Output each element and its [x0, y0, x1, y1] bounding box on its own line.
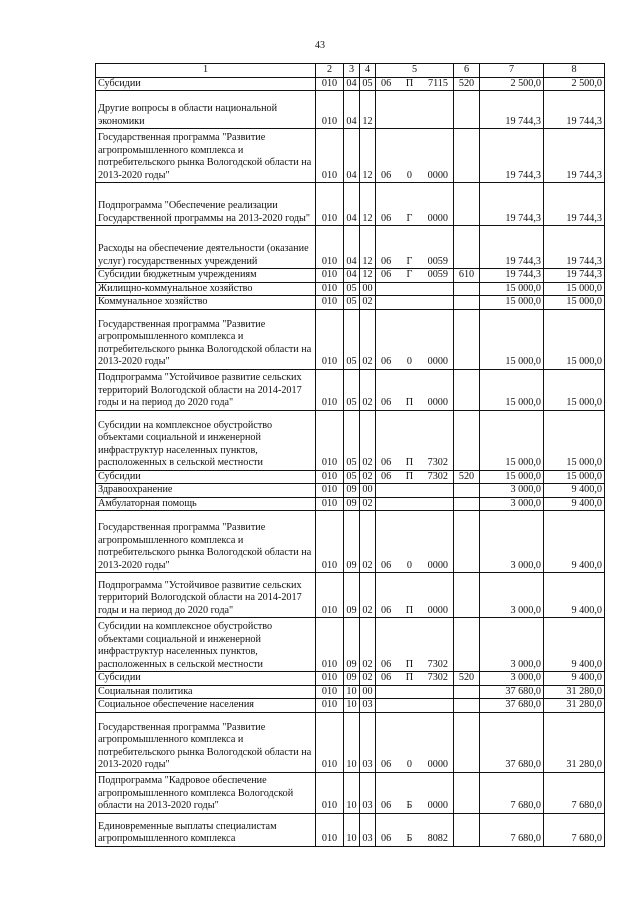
row-section-code: 09: [344, 484, 360, 498]
table-row: [96, 772, 605, 813]
row-name: Субсидии: [96, 77, 316, 91]
row-target-direction: 0000: [427, 559, 448, 571]
row-subsection-code: 12: [360, 129, 376, 183]
row-target-article: [376, 309, 454, 369]
row-section-code: 09: [344, 511, 360, 573]
row-expense-type: [454, 369, 480, 410]
row-amount-1: 37 680,0: [480, 685, 544, 699]
row-name: Социальная политика: [96, 685, 316, 699]
row-target-program: 06: [381, 559, 392, 571]
row-target-direction: 7115: [427, 77, 448, 89]
row-amount-1: 15 000,0: [480, 282, 544, 296]
row-section-code: 09: [344, 618, 360, 672]
row-amount-1: 15 000,0: [480, 296, 544, 310]
row-amount-2: 15 000,0: [544, 470, 605, 484]
header-cell-8: 8: [544, 64, 605, 78]
row-subsection-code: 02: [360, 369, 376, 410]
row-section-code: 10: [344, 772, 360, 813]
row-target-subprogram: Г: [406, 212, 413, 224]
row-target-direction: 0059: [427, 269, 448, 280]
row-target-program: 06: [381, 77, 392, 89]
row-target-direction: 7302: [427, 672, 448, 683]
row-admin-code: 010: [316, 269, 344, 283]
row-name: Расходы на обеспечение деятельности (оказание услуг) государственных учреждений: [96, 226, 316, 269]
row-target-subprogram: П: [405, 604, 414, 616]
row-admin-code: 010: [316, 91, 344, 129]
row-expense-type: [454, 685, 480, 699]
row-subsection-code: 12: [360, 226, 376, 269]
row-target-subprogram: 0: [406, 559, 412, 571]
row-amount-1: 15 000,0: [480, 369, 544, 410]
row-admin-code: 010: [316, 672, 344, 686]
row-name: Субсидии на комплексное обустройство объектами социальной и инженерной инфраструктур населенных пунктов, расположенных в сельской местности: [96, 410, 316, 470]
header-cell-1: 1: [96, 64, 316, 78]
row-admin-code: 010: [316, 77, 344, 91]
row-expense-type: [454, 573, 480, 618]
row-amount-1: 7 680,0: [480, 813, 544, 846]
row-subsection-code: 02: [360, 497, 376, 511]
row-name: Государственная программа "Развитие агропромышленного комплекса и потребительского рынка Вологодской области на 2013-2020 годы": [96, 712, 316, 772]
row-target-article: [376, 484, 454, 498]
row-expense-type: [454, 183, 480, 226]
row-section-code: 05: [344, 470, 360, 484]
row-admin-code: 010: [316, 484, 344, 498]
row-amount-1: 3 000,0: [480, 511, 544, 573]
table-row: [96, 470, 605, 484]
row-target-program: 06: [381, 604, 392, 616]
row-name: Субсидии на комплексное обустройство объектами социальной и инженерной инфраструктур населенных пунктов, расположенных в сельской местности: [96, 618, 316, 672]
header-cell-4: 4: [360, 64, 376, 78]
row-target-program: 06: [381, 169, 392, 181]
row-amount-1: 7 680,0: [480, 772, 544, 813]
table-row: [96, 129, 605, 183]
row-amount-1: 3 000,0: [480, 573, 544, 618]
row-target-article: [376, 772, 454, 813]
table-row: [96, 685, 605, 699]
row-amount-2: 2 500,0: [544, 77, 605, 91]
row-expense-type: [454, 282, 480, 296]
row-target-program: 06: [381, 269, 392, 280]
row-subsection-code: 05: [360, 77, 376, 91]
row-target-direction: 7302: [427, 470, 448, 482]
row-amount-2: 19 744,3: [544, 226, 605, 269]
row-admin-code: 010: [316, 369, 344, 410]
table-row: [96, 813, 605, 846]
row-admin-code: 010: [316, 685, 344, 699]
row-target-direction: 0000: [427, 356, 448, 367]
row-target-direction: 0059: [427, 255, 448, 267]
row-subsection-code: 02: [360, 618, 376, 672]
table-body: [96, 64, 605, 847]
table-row: [96, 269, 605, 283]
row-target-program: 06: [381, 759, 392, 770]
row-name: Государственная программа "Развитие агропромышленного комплекса и потребительского рынка Вологодской области на 2013-2020 годы": [96, 309, 316, 369]
row-section-code: 10: [344, 699, 360, 713]
row-amount-2: 15 000,0: [544, 282, 605, 296]
row-target-direction: 0000: [427, 759, 448, 770]
row-amount-1: 19 744,3: [480, 269, 544, 283]
row-name: Подпрограмма "Устойчивое развитие сельских территорий Вологодской области на 2014-2017 годы и на период до 2020 года": [96, 369, 316, 410]
row-expense-type: [454, 712, 480, 772]
row-amount-2: 15 000,0: [544, 410, 605, 470]
row-target-article: [376, 77, 454, 91]
row-target-direction: 8082: [427, 833, 448, 844]
row-expense-type: 610: [454, 269, 480, 283]
row-subsection-code: 02: [360, 511, 376, 573]
table-row: [96, 77, 605, 91]
row-section-code: 05: [344, 296, 360, 310]
table-row: [96, 672, 605, 686]
row-target-article: [376, 269, 454, 283]
row-subsection-code: 02: [360, 410, 376, 470]
row-target-direction: 0000: [427, 397, 448, 408]
row-section-code: 04: [344, 183, 360, 226]
row-section-code: 09: [344, 573, 360, 618]
row-target-article: [376, 282, 454, 296]
row-target-article: [376, 712, 454, 772]
row-expense-type: [454, 772, 480, 813]
row-admin-code: 010: [316, 618, 344, 672]
row-admin-code: 010: [316, 282, 344, 296]
row-name: Подпрограмма "Кадровое обеспечение агропромышленного комплекса Вологодской области на 2013-2020 годы": [96, 772, 316, 813]
row-target-article: [376, 296, 454, 310]
header-cell-6: 6: [454, 64, 480, 78]
row-amount-1: 3 000,0: [480, 672, 544, 686]
row-target-subprogram: П: [405, 457, 414, 468]
row-target-program: 06: [381, 672, 392, 683]
table-row: [96, 183, 605, 226]
row-amount-1: 3 000,0: [480, 484, 544, 498]
row-amount-1: 15 000,0: [480, 410, 544, 470]
row-target-direction: 0000: [427, 212, 448, 224]
row-target-article: [376, 672, 454, 686]
row-subsection-code: 00: [360, 685, 376, 699]
row-expense-type: [454, 309, 480, 369]
row-amount-2: 31 280,0: [544, 712, 605, 772]
table-row: [96, 699, 605, 713]
row-target-subprogram: Б: [406, 833, 413, 844]
row-target-article: [376, 470, 454, 484]
row-subsection-code: 02: [360, 573, 376, 618]
row-section-code: 10: [344, 712, 360, 772]
row-admin-code: 010: [316, 497, 344, 511]
row-target-program: 06: [381, 397, 392, 408]
row-section-code: 05: [344, 369, 360, 410]
row-admin-code: 010: [316, 296, 344, 310]
row-target-article: [376, 497, 454, 511]
row-name: Подпрограмма "Устойчивое развитие сельских территорий Вологодской области на 2014-2017 годы и на период до 2020 года": [96, 573, 316, 618]
row-name: Единовременные выплаты специалистам агропромышленного комплекса: [96, 813, 316, 846]
row-admin-code: 010: [316, 699, 344, 713]
row-admin-code: 010: [316, 129, 344, 183]
row-expense-type: [454, 497, 480, 511]
table-row: [96, 296, 605, 310]
row-subsection-code: 00: [360, 484, 376, 498]
row-target-program: 06: [381, 255, 392, 267]
row-expense-type: [454, 511, 480, 573]
row-expense-type: [454, 129, 480, 183]
row-subsection-code: 02: [360, 672, 376, 686]
row-target-article: [376, 573, 454, 618]
row-name: Коммунальное хозяйство: [96, 296, 316, 310]
row-amount-1: 37 680,0: [480, 699, 544, 713]
row-amount-1: 19 744,3: [480, 183, 544, 226]
row-section-code: 09: [344, 672, 360, 686]
row-amount-2: 9 400,0: [544, 573, 605, 618]
table-row: [96, 511, 605, 573]
row-target-subprogram: П: [405, 672, 414, 683]
table-row: [96, 618, 605, 672]
row-amount-2: 7 680,0: [544, 813, 605, 846]
row-admin-code: 010: [316, 410, 344, 470]
row-section-code: 04: [344, 269, 360, 283]
row-amount-2: 19 744,3: [544, 183, 605, 226]
header-row: [96, 64, 605, 78]
row-target-article: [376, 129, 454, 183]
table-row: [96, 309, 605, 369]
row-target-program: 06: [381, 212, 392, 224]
row-amount-2: 9 400,0: [544, 484, 605, 498]
row-amount-1: 3 000,0: [480, 497, 544, 511]
row-target-program: 06: [381, 658, 392, 670]
row-amount-2: 15 000,0: [544, 309, 605, 369]
row-amount-2: 9 400,0: [544, 672, 605, 686]
row-amount-2: 15 000,0: [544, 369, 605, 410]
row-subsection-code: 03: [360, 772, 376, 813]
row-target-article: [376, 410, 454, 470]
row-target-article: [376, 618, 454, 672]
row-section-code: 10: [344, 685, 360, 699]
row-admin-code: 010: [316, 226, 344, 269]
row-expense-type: [454, 484, 480, 498]
row-amount-2: 9 400,0: [544, 618, 605, 672]
row-subsection-code: 03: [360, 813, 376, 846]
row-admin-code: 010: [316, 511, 344, 573]
row-section-code: 05: [344, 410, 360, 470]
row-subsection-code: 00: [360, 282, 376, 296]
row-expense-type: [454, 226, 480, 269]
row-target-subprogram: 0: [406, 169, 412, 181]
row-expense-type: [454, 813, 480, 846]
row-name: Амбулаторная помощь: [96, 497, 316, 511]
row-section-code: 04: [344, 91, 360, 129]
row-amount-2: 19 744,3: [544, 269, 605, 283]
row-subsection-code: 02: [360, 296, 376, 310]
row-admin-code: 010: [316, 712, 344, 772]
row-amount-1: 37 680,0: [480, 712, 544, 772]
table-row: [96, 282, 605, 296]
row-target-subprogram: П: [405, 470, 414, 482]
row-target-article: [376, 511, 454, 573]
row-subsection-code: 12: [360, 91, 376, 129]
row-target-article: [376, 369, 454, 410]
table-row: [96, 573, 605, 618]
row-target-subprogram: П: [405, 77, 414, 89]
row-target-subprogram: П: [405, 658, 414, 670]
table-row: [96, 712, 605, 772]
row-target-article: [376, 91, 454, 129]
table-row: [96, 91, 605, 129]
row-expense-type: [454, 618, 480, 672]
row-amount-1: 19 744,3: [480, 226, 544, 269]
header-cell-7: 7: [480, 64, 544, 78]
row-section-code: 04: [344, 77, 360, 91]
row-admin-code: 010: [316, 772, 344, 813]
row-amount-1: 19 744,3: [480, 129, 544, 183]
row-name: Здравоохранение: [96, 484, 316, 498]
header-cell-3: 3: [344, 64, 360, 78]
row-target-subprogram: 0: [406, 759, 412, 770]
header-cell-5: 5: [376, 64, 454, 78]
row-admin-code: 010: [316, 309, 344, 369]
row-target-program: 06: [381, 800, 392, 811]
row-target-article: [376, 699, 454, 713]
row-target-article: [376, 183, 454, 226]
row-amount-2: 7 680,0: [544, 772, 605, 813]
row-target-article: [376, 685, 454, 699]
row-admin-code: 010: [316, 470, 344, 484]
row-amount-2: 19 744,3: [544, 91, 605, 129]
row-expense-type: [454, 699, 480, 713]
row-admin-code: 010: [316, 573, 344, 618]
row-name: Государственная программа "Развитие агропромышленного комплекса и потребительского рынка Вологодской области на 2013-2020 годы": [96, 129, 316, 183]
row-expense-type: [454, 91, 480, 129]
row-name: Социальное обеспечение населения: [96, 699, 316, 713]
row-section-code: 04: [344, 129, 360, 183]
row-expense-type: 520: [454, 672, 480, 686]
row-expense-type: [454, 296, 480, 310]
header-cell-2: 2: [316, 64, 344, 78]
table-row: [96, 497, 605, 511]
row-target-article: [376, 226, 454, 269]
row-subsection-code: 02: [360, 309, 376, 369]
row-amount-1: 19 744,3: [480, 91, 544, 129]
row-target-program: 06: [381, 356, 392, 367]
row-amount-2: 9 400,0: [544, 497, 605, 511]
row-expense-type: 520: [454, 77, 480, 91]
row-expense-type: 520: [454, 470, 480, 484]
row-amount-2: 19 744,3: [544, 129, 605, 183]
row-target-direction: 7302: [427, 457, 448, 468]
row-admin-code: 010: [316, 183, 344, 226]
row-target-direction: 0000: [427, 800, 448, 811]
row-target-subprogram: Г: [406, 255, 413, 267]
row-admin-code: 010: [316, 813, 344, 846]
page-number: 43: [315, 40, 325, 51]
row-amount-1: 2 500,0: [480, 77, 544, 91]
row-target-program: 06: [381, 457, 392, 468]
row-amount-2: 9 400,0: [544, 511, 605, 573]
row-name: Государственная программа "Развитие агропромышленного комплекса и потребительского рынка Вологодской области на 2013-2020 годы": [96, 511, 316, 573]
row-amount-2: 31 280,0: [544, 685, 605, 699]
row-target-program: 06: [381, 470, 392, 482]
row-target-direction: 0000: [427, 604, 448, 616]
row-name: Субсидии бюджетным учреждениям: [96, 269, 316, 283]
row-amount-1: 15 000,0: [480, 470, 544, 484]
row-amount-2: 15 000,0: [544, 296, 605, 310]
row-target-subprogram: П: [405, 397, 414, 408]
row-section-code: 04: [344, 226, 360, 269]
row-target-direction: 0000: [427, 169, 448, 181]
row-target-article: [376, 813, 454, 846]
row-section-code: 10: [344, 813, 360, 846]
row-subsection-code: 12: [360, 269, 376, 283]
row-target-direction: 7302: [427, 658, 448, 670]
row-name: Другие вопросы в области национальной экономики: [96, 91, 316, 129]
row-name: Жилищно-коммунальное хозяйство: [96, 282, 316, 296]
row-subsection-code: 03: [360, 699, 376, 713]
row-subsection-code: 02: [360, 470, 376, 484]
row-target-program: 06: [381, 833, 392, 844]
row-amount-1: 3 000,0: [480, 618, 544, 672]
row-target-subprogram: Г: [406, 269, 413, 280]
row-subsection-code: 12: [360, 183, 376, 226]
row-target-subprogram: Б: [406, 800, 413, 811]
budget-table: [95, 63, 605, 847]
table-row: [96, 484, 605, 498]
row-section-code: 05: [344, 309, 360, 369]
row-name: Подпрограмма "Обеспечение реализации Государственной программы на 2013-2020 годы": [96, 183, 316, 226]
row-expense-type: [454, 410, 480, 470]
row-name: Субсидии: [96, 672, 316, 686]
table-row: [96, 369, 605, 410]
row-subsection-code: 03: [360, 712, 376, 772]
row-section-code: 05: [344, 282, 360, 296]
row-section-code: 09: [344, 497, 360, 511]
row-name: Субсидии: [96, 470, 316, 484]
row-target-subprogram: 0: [406, 356, 412, 367]
row-amount-1: 15 000,0: [480, 309, 544, 369]
table-row: [96, 226, 605, 269]
table-row: [96, 410, 605, 470]
row-amount-2: 31 280,0: [544, 699, 605, 713]
